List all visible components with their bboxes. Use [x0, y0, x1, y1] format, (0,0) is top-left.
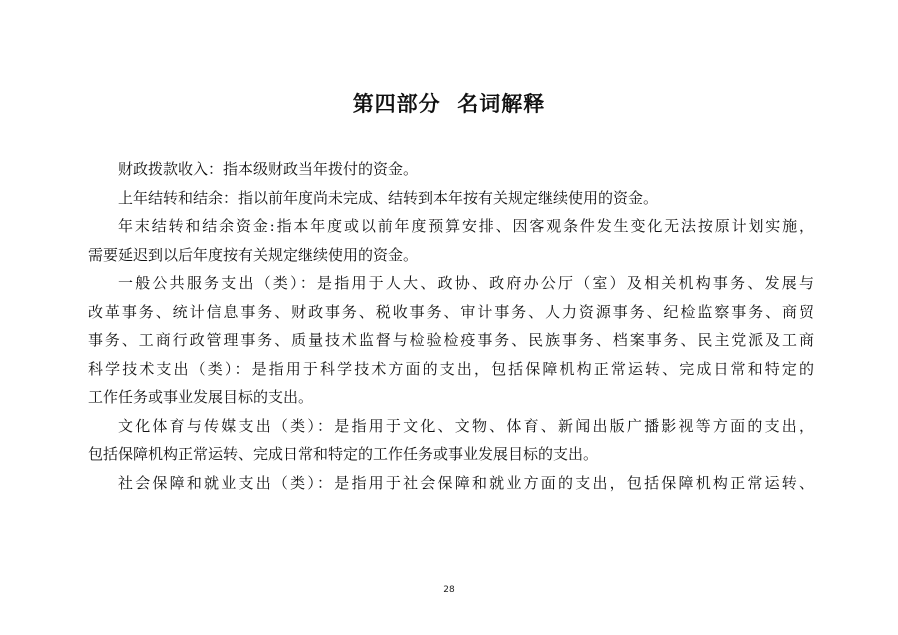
paragraph-line: 需要延迟到以后年度按有关规定继续使用的资金。: [88, 245, 419, 264]
paragraph-line: 年末结转和结余资金:指本年度或以前年度预算安排、因客观条件发生变化无法按原计划实施，: [118, 217, 814, 235]
paragraph-line: 财政拨款收入：指本级财政当年拨付的资金。: [118, 160, 419, 178]
paragraph-line: 一般公共服务支出（类）：是指用于人大、政协、政府办公厅（室）及相关机构事务、发展与: [118, 274, 814, 292]
glossary-body: [88, 155, 814, 497]
page-title: 第四部分 名词解释: [352, 92, 546, 116]
page-number: 28: [443, 585, 455, 595]
paragraph-line: 包括保障机构正常运转、完成日常和特定的工作任务或事业发展目标的支出。: [88, 445, 599, 463]
paragraph-line: 上年结转和结余：指以前年度尚未完成、结转到本年按有关规定继续使用的资金。: [118, 188, 659, 207]
paragraph-line: 工作任务或事业发展目标的支出。: [88, 388, 314, 406]
paragraph-line: 社会保障和就业支出（类）：是指用于社会保障和就业方面的支出，包括保障机构正常运转、: [118, 473, 814, 492]
paragraph-line: 改革事务、统计信息事务、财政事务、税收事务、审计事务、人力资源事务、纪检监察事务、商贸: [88, 302, 814, 321]
paragraph-line: 事务、工商行政管理事务、质量技术监督与检验检疫事务、民族事务、档案事务、民主党派及工商: [88, 331, 814, 349]
paragraph-line: 文化体育与传媒支出（类）：是指用于文化、文物、体育、新闻出版广播影视等方面的支出，: [118, 416, 814, 435]
paragraph-line: 科学技术支出（类）：是指用于科学技术方面的支出，包括保障机构正常运转、完成日常和特定的: [88, 359, 814, 378]
